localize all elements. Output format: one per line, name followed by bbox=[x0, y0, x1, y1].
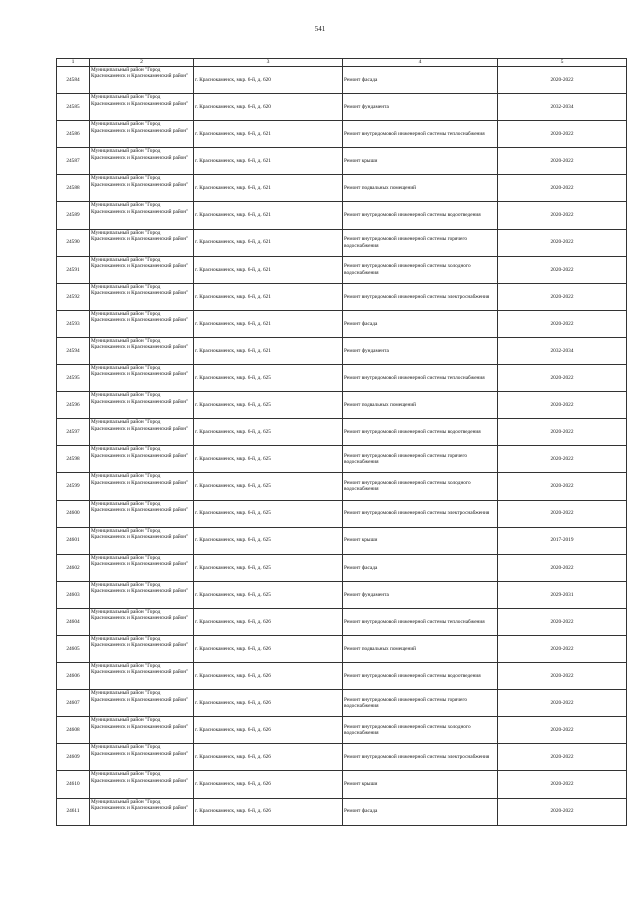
municipality-cell: Муниципальный район "Город Краснокаменск и Краснокаменский район" bbox=[90, 283, 194, 310]
period-cell: 2029-2031 bbox=[498, 581, 627, 608]
address-cell: г. Краснокаменск, мкр. 6-й, д. 626 bbox=[194, 798, 343, 825]
row-number: 24585 bbox=[57, 94, 90, 121]
row-number: 24586 bbox=[57, 121, 90, 148]
row-number: 24606 bbox=[57, 663, 90, 690]
table-row bbox=[57, 473, 627, 500]
municipality-cell: Муниципальный район "Город Краснокаменск и Краснокаменский район" bbox=[90, 229, 194, 256]
row-number: 24598 bbox=[57, 446, 90, 473]
row-number: 24611 bbox=[57, 798, 90, 825]
municipality-cell: Муниципальный район "Город Краснокаменск и Краснокаменский район" bbox=[90, 310, 194, 337]
period-cell: 2020-2022 bbox=[498, 608, 627, 635]
table-row bbox=[57, 283, 627, 310]
address-cell: г. Краснокаменск, мкр. 6-й, д. 626 bbox=[194, 690, 343, 717]
period-cell: 2020-2022 bbox=[498, 798, 627, 825]
table-row bbox=[57, 229, 627, 256]
row-number: 24589 bbox=[57, 202, 90, 229]
row-number: 24610 bbox=[57, 771, 90, 798]
table-row bbox=[57, 67, 627, 94]
row-number: 24596 bbox=[57, 392, 90, 419]
row-number: 24590 bbox=[57, 229, 90, 256]
period-cell: 2020-2022 bbox=[498, 283, 627, 310]
work-type-cell: Ремонт внутридомовой инженерной системы водоотведения bbox=[343, 663, 498, 690]
row-number: 24594 bbox=[57, 337, 90, 364]
work-type-cell: Ремонт фундамента bbox=[343, 581, 498, 608]
municipality-cell: Муниципальный район "Город Краснокаменск и Краснокаменский район" bbox=[90, 635, 194, 662]
address-cell: г. Краснокаменск, мкр. 6-й, д. 621 bbox=[194, 175, 343, 202]
work-type-cell: Ремонт внутридомовой инженерной системы горячего водоснабжения bbox=[343, 229, 498, 256]
address-cell: г. Краснокаменск, мкр. 6-й, д. 626 bbox=[194, 771, 343, 798]
municipality-cell: Муниципальный район "Город Краснокаменск и Краснокаменский район" bbox=[90, 473, 194, 500]
row-number: 24603 bbox=[57, 581, 90, 608]
municipality-cell: Муниципальный район "Город Краснокаменск и Краснокаменский район" bbox=[90, 608, 194, 635]
table-row bbox=[57, 365, 627, 392]
period-cell: 2020-2022 bbox=[498, 365, 627, 392]
column-header-5: 5 bbox=[498, 59, 627, 67]
work-type-cell: Ремонт внутридомовой инженерной системы электроснабжения bbox=[343, 744, 498, 771]
municipality-cell: Муниципальный район "Город Краснокаменск и Краснокаменский район" bbox=[90, 527, 194, 554]
row-number: 24609 bbox=[57, 744, 90, 771]
municipality-cell: Муниципальный район "Город Краснокаменск и Краснокаменский район" bbox=[90, 500, 194, 527]
address-cell: г. Краснокаменск, мкр. 6-й, д. 625 bbox=[194, 581, 343, 608]
row-number: 24593 bbox=[57, 310, 90, 337]
row-number: 24605 bbox=[57, 635, 90, 662]
work-type-cell: Ремонт подвальных помещений bbox=[343, 635, 498, 662]
municipality-cell: Муниципальный район "Город Краснокаменск и Краснокаменский район" bbox=[90, 67, 194, 94]
column-header-4: 4 bbox=[343, 59, 498, 67]
table-row bbox=[57, 337, 627, 364]
row-number: 24584 bbox=[57, 67, 90, 94]
work-type-cell: Ремонт внутридомовой инженерной системы теплоснабжения bbox=[343, 121, 498, 148]
table-row bbox=[57, 608, 627, 635]
work-type-cell: Ремонт внутридомовой инженерной системы холодного водоснабжения bbox=[343, 473, 498, 500]
table-row bbox=[57, 256, 627, 283]
work-type-cell: Ремонт фасада bbox=[343, 554, 498, 581]
work-type-cell: Ремонт подвальных помещений bbox=[343, 392, 498, 419]
address-cell: г. Краснокаменск, мкр. 6-й, д. 621 bbox=[194, 256, 343, 283]
address-cell: г. Краснокаменск, мкр. 6-й, д. 621 bbox=[194, 202, 343, 229]
work-type-cell: Ремонт фундамента bbox=[343, 94, 498, 121]
period-cell: 2020-2022 bbox=[498, 121, 627, 148]
period-cell: 2020-2022 bbox=[498, 175, 627, 202]
work-type-cell: Ремонт внутридомовой инженерной системы водоотведения bbox=[343, 202, 498, 229]
row-number: 24608 bbox=[57, 717, 90, 744]
municipality-cell: Муниципальный район "Город Краснокаменск и Краснокаменский район" bbox=[90, 392, 194, 419]
period-cell: 2020-2022 bbox=[498, 148, 627, 175]
table-row bbox=[57, 202, 627, 229]
work-type-cell: Ремонт фасада bbox=[343, 798, 498, 825]
period-cell: 2020-2022 bbox=[498, 202, 627, 229]
table-row bbox=[57, 310, 627, 337]
table-row bbox=[57, 446, 627, 473]
address-cell: г. Краснокаменск, мкр. 6-й, д. 626 bbox=[194, 663, 343, 690]
municipality-cell: Муниципальный район "Город Краснокаменск и Краснокаменский район" bbox=[90, 94, 194, 121]
address-cell: г. Краснокаменск, мкр. 6-й, д. 621 bbox=[194, 283, 343, 310]
period-cell: 2020-2022 bbox=[498, 635, 627, 662]
work-type-cell: Ремонт внутридомовой инженерной системы горячего водоснабжения bbox=[343, 446, 498, 473]
work-type-cell: Ремонт внутридомовой инженерной системы электроснабжения bbox=[343, 283, 498, 310]
period-cell: 2020-2022 bbox=[498, 771, 627, 798]
period-cell: 2020-2022 bbox=[498, 690, 627, 717]
table-row bbox=[57, 121, 627, 148]
row-number: 24592 bbox=[57, 283, 90, 310]
work-type-cell: Ремонт внутридомовой инженерной системы электроснабжения bbox=[343, 500, 498, 527]
municipality-cell: Муниципальный район "Город Краснокаменск и Краснокаменский район" bbox=[90, 663, 194, 690]
table-row bbox=[57, 500, 627, 527]
table-row bbox=[57, 148, 627, 175]
row-number: 24607 bbox=[57, 690, 90, 717]
address-cell: г. Краснокаменск, мкр. 6-й, д. 620 bbox=[194, 67, 343, 94]
address-cell: г. Краснокаменск, мкр. 6-й, д. 621 bbox=[194, 337, 343, 364]
work-type-cell: Ремонт внутридомовой инженерной системы водоотведения bbox=[343, 419, 498, 446]
address-cell: г. Краснокаменск, мкр. 6-й, д. 625 bbox=[194, 446, 343, 473]
address-cell: г. Краснокаменск, мкр. 6-й, д. 621 bbox=[194, 310, 343, 337]
address-cell: г. Краснокаменск, мкр. 6-й, д. 625 bbox=[194, 554, 343, 581]
period-cell: 2020-2022 bbox=[498, 419, 627, 446]
municipality-cell: Муниципальный район "Город Краснокаменск и Краснокаменский район" bbox=[90, 365, 194, 392]
column-header-1: 1 bbox=[57, 59, 90, 67]
period-cell: 2017-2019 bbox=[498, 527, 627, 554]
municipality-cell: Муниципальный район "Город Краснокаменск и Краснокаменский район" bbox=[90, 202, 194, 229]
period-cell: 2020-2022 bbox=[498, 663, 627, 690]
table-row bbox=[57, 663, 627, 690]
address-cell: г. Краснокаменск, мкр. 6-й, д. 625 bbox=[194, 473, 343, 500]
row-number: 24588 bbox=[57, 175, 90, 202]
address-cell: г. Краснокаменск, мкр. 6-й, д. 621 bbox=[194, 148, 343, 175]
period-cell: 2020-2022 bbox=[498, 473, 627, 500]
work-type-cell: Ремонт фундамента bbox=[343, 337, 498, 364]
period-cell: 2020-2022 bbox=[498, 717, 627, 744]
period-cell: 2020-2022 bbox=[498, 744, 627, 771]
table-row bbox=[57, 717, 627, 744]
row-number: 24597 bbox=[57, 419, 90, 446]
work-type-cell: Ремонт фасада bbox=[343, 310, 498, 337]
work-type-cell: Ремонт крыши bbox=[343, 527, 498, 554]
row-number: 24604 bbox=[57, 608, 90, 635]
municipality-cell: Муниципальный район "Город Краснокаменск и Краснокаменский район" bbox=[90, 717, 194, 744]
column-header-3: 3 bbox=[194, 59, 343, 67]
address-cell: г. Краснокаменск, мкр. 6-й, д. 625 bbox=[194, 392, 343, 419]
municipality-cell: Муниципальный район "Город Краснокаменск и Краснокаменский район" bbox=[90, 581, 194, 608]
work-type-cell: Ремонт внутридомовой инженерной системы горячего водоснабжения bbox=[343, 690, 498, 717]
column-header-2: 2 bbox=[90, 59, 194, 67]
municipality-cell: Муниципальный район "Город Краснокаменск и Краснокаменский район" bbox=[90, 121, 194, 148]
period-cell: 2020-2022 bbox=[498, 446, 627, 473]
row-number: 24591 bbox=[57, 256, 90, 283]
row-number: 24595 bbox=[57, 365, 90, 392]
work-type-cell: Ремонт внутридомовой инженерной системы теплоснабжения bbox=[343, 608, 498, 635]
address-cell: г. Краснокаменск, мкр. 6-й, д. 625 bbox=[194, 527, 343, 554]
municipality-cell: Муниципальный район "Город Краснокаменск и Краснокаменский район" bbox=[90, 175, 194, 202]
work-type-cell: Ремонт фасада bbox=[343, 67, 498, 94]
row-number: 24601 bbox=[57, 527, 90, 554]
row-number: 24587 bbox=[57, 148, 90, 175]
work-type-cell: Ремонт внутридомовой инженерной системы холодного водоснабжения bbox=[343, 717, 498, 744]
period-cell: 2020-2022 bbox=[498, 256, 627, 283]
table-body bbox=[57, 67, 627, 826]
table-row bbox=[57, 771, 627, 798]
period-cell: 2020-2022 bbox=[498, 500, 627, 527]
municipality-cell: Муниципальный район "Город Краснокаменск и Краснокаменский район" bbox=[90, 771, 194, 798]
address-cell: г. Краснокаменск, мкр. 6-й, д. 625 bbox=[194, 500, 343, 527]
work-type-cell: Ремонт подвальных помещений bbox=[343, 175, 498, 202]
address-cell: г. Краснокаменск, мкр. 6-й, д. 621 bbox=[194, 121, 343, 148]
work-type-cell: Ремонт внутридомовой инженерной системы теплоснабжения bbox=[343, 365, 498, 392]
period-cell: 2020-2022 bbox=[498, 310, 627, 337]
municipality-cell: Муниципальный район "Город Краснокаменск и Краснокаменский район" bbox=[90, 554, 194, 581]
work-type-cell: Ремонт внутридомовой инженерной системы холодного водоснабжения bbox=[343, 256, 498, 283]
municipality-cell: Муниципальный район "Город Краснокаменск и Краснокаменский район" bbox=[90, 148, 194, 175]
period-cell: 2020-2022 bbox=[498, 67, 627, 94]
address-cell: г. Краснокаменск, мкр. 6-й, д. 625 bbox=[194, 419, 343, 446]
municipality-cell: Муниципальный район "Город Краснокаменск и Краснокаменский район" bbox=[90, 256, 194, 283]
table-row bbox=[57, 419, 627, 446]
period-cell: 2020-2022 bbox=[498, 229, 627, 256]
address-cell: г. Краснокаменск, мкр. 6-й, д. 626 bbox=[194, 744, 343, 771]
work-type-cell: Ремонт крыши bbox=[343, 771, 498, 798]
row-number: 24599 bbox=[57, 473, 90, 500]
table-row bbox=[57, 581, 627, 608]
table-row bbox=[57, 798, 627, 825]
municipality-cell: Муниципальный район "Город Краснокаменск и Краснокаменский район" bbox=[90, 744, 194, 771]
page-number: 541 bbox=[314, 25, 326, 33]
period-cell: 2020-2022 bbox=[498, 554, 627, 581]
row-number: 24602 bbox=[57, 554, 90, 581]
registry-table bbox=[56, 58, 627, 826]
period-cell: 2032-2034 bbox=[498, 94, 627, 121]
municipality-cell: Муниципальный район "Город Краснокаменск и Краснокаменский район" bbox=[90, 798, 194, 825]
table-row bbox=[57, 554, 627, 581]
table-row bbox=[57, 690, 627, 717]
table-row bbox=[57, 527, 627, 554]
table-row bbox=[57, 94, 627, 121]
work-type-cell: Ремонт крыши bbox=[343, 148, 498, 175]
municipality-cell: Муниципальный район "Город Краснокаменск и Краснокаменский район" bbox=[90, 446, 194, 473]
table-row bbox=[57, 744, 627, 771]
period-cell: 2020-2022 bbox=[498, 392, 627, 419]
address-cell: г. Краснокаменск, мкр. 6-й, д. 626 bbox=[194, 608, 343, 635]
row-number: 24600 bbox=[57, 500, 90, 527]
municipality-cell: Муниципальный район "Город Краснокаменск и Краснокаменский район" bbox=[90, 419, 194, 446]
municipality-cell: Муниципальный район "Город Краснокаменск и Краснокаменский район" bbox=[90, 690, 194, 717]
table-row bbox=[57, 175, 627, 202]
period-cell: 2032-2034 bbox=[498, 337, 627, 364]
column-number-row bbox=[57, 59, 627, 67]
address-cell: г. Краснокаменск, мкр. 6-й, д. 621 bbox=[194, 229, 343, 256]
address-cell: г. Краснокаменск, мкр. 6-й, д. 626 bbox=[194, 635, 343, 662]
table-row bbox=[57, 635, 627, 662]
municipality-cell: Муниципальный район "Город Краснокаменск и Краснокаменский район" bbox=[90, 337, 194, 364]
address-cell: г. Краснокаменск, мкр. 6-й, д. 626 bbox=[194, 717, 343, 744]
address-cell: г. Краснокаменск, мкр. 6-й, д. 625 bbox=[194, 365, 343, 392]
address-cell: г. Краснокаменск, мкр. 6-й, д. 620 bbox=[194, 94, 343, 121]
table-row bbox=[57, 392, 627, 419]
